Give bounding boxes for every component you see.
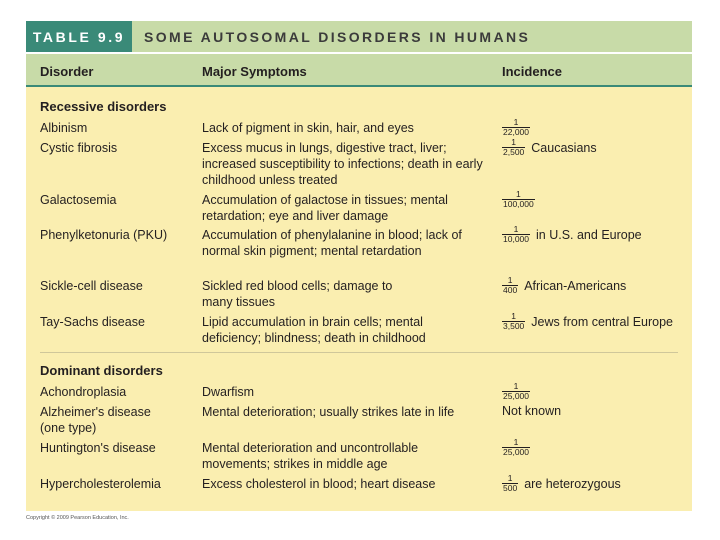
symptoms-text: Lipid accumulation in brain cells; mental deficiency; blindness; death in childhood: [202, 315, 426, 345]
fraction-numerator: 1: [513, 381, 519, 391]
copyright-notice: Copyright © 2009 Pearson Education, Inc.: [26, 515, 129, 521]
section-title-recessive: Recessive disorders: [40, 99, 167, 114]
incidence: [502, 225, 642, 244]
incidence: [502, 190, 541, 209]
incidence: [502, 474, 621, 493]
fraction-numerator: 1: [516, 189, 521, 199]
incidence: [502, 312, 673, 331]
incidence-fraction: [502, 276, 518, 295]
fraction-denominator: 2,500: [503, 147, 525, 157]
incidence-fraction: [502, 474, 518, 493]
incidence: [502, 382, 536, 401]
disorder-name: Achondroplasia: [40, 385, 127, 399]
disorder-name: Albinism: [40, 121, 88, 135]
section-title-dominant: Dominant disorders: [40, 363, 163, 378]
disorder-name: Galactosemia: [40, 193, 117, 207]
disorder-name: Alzheimer's disease (one type): [40, 405, 151, 435]
fraction-numerator: 1: [507, 275, 513, 285]
table-title-bar: [26, 21, 692, 52]
fraction-numerator: 1: [511, 311, 516, 321]
fraction-denominator: 100,000: [503, 199, 534, 209]
incidence-note: Caucasians: [531, 140, 597, 155]
disorder-name: Tay-Sachs disease: [40, 315, 145, 329]
fraction-numerator: 1: [513, 437, 519, 447]
table-panel: [26, 21, 692, 511]
symptoms-text: Accumulation of phenylalanine in blood; lack of normal skin pigment; mental retardation: [202, 228, 462, 258]
symptoms-text: Mental deterioration; usually strikes late in life: [202, 405, 455, 419]
fraction-denominator: 25,000: [503, 447, 529, 457]
incidence-fraction: [502, 190, 535, 209]
fraction-numerator: 1: [513, 224, 519, 234]
fraction-denominator: 3,500: [503, 321, 525, 331]
fraction-numerator: 1: [513, 117, 519, 127]
header-incidence: Incidence: [502, 64, 562, 79]
incidence: [502, 438, 536, 457]
header-symptoms: Major Symptoms: [202, 64, 307, 79]
fraction-denominator: 22,000: [503, 127, 529, 137]
incidence-note: are heterozygous: [524, 476, 621, 491]
fraction-denominator: 25,000: [503, 391, 529, 401]
disorder-name: Phenylketonuria (PKU): [40, 228, 168, 242]
column-headers: [26, 52, 692, 85]
incidence: [502, 276, 626, 295]
symptoms-text: Lack of pigment in skin, hair, and eyes: [202, 121, 414, 135]
disorder-name: Hypercholesterolemia: [40, 477, 161, 491]
symptoms-text: Dwarfism: [202, 385, 255, 399]
symptoms-text: Excess mucus in lungs, digestive tract, liver; increased susceptibility to infections; death in early childhood unless treated: [202, 141, 483, 187]
symptoms-text: Excess cholesterol in blood; heart disease: [202, 477, 436, 491]
incidence-note: Not known: [502, 404, 562, 418]
symptoms-text: Mental deterioration and uncontrollable movements; strikes in middle age: [202, 441, 419, 471]
table-number: TABLE 9.9: [26, 21, 132, 52]
symptoms-text: Accumulation of galactose in tissues; mental retardation; eye and liver damage: [202, 193, 448, 223]
disorder-name: Sickle-cell disease: [40, 279, 143, 293]
incidence-note: in U.S. and Europe: [536, 227, 642, 242]
incidence-fraction: [502, 118, 530, 137]
fraction-denominator: 500: [503, 483, 518, 493]
incidence-fraction: [502, 382, 530, 401]
incidence-fraction: [502, 138, 525, 157]
incidence-note: Jews from central Europe: [531, 314, 674, 329]
table-title: SOME AUTOSOMAL DISORDERS IN HUMANS: [144, 28, 531, 45]
header-disorder: Disorder: [40, 64, 94, 79]
header-rule: [26, 85, 692, 87]
incidence: [502, 404, 561, 418]
disorder-name: Huntington's disease: [40, 441, 156, 455]
incidence-fraction: [502, 438, 530, 457]
incidence-fraction: [502, 312, 525, 331]
section-divider: [40, 352, 678, 353]
incidence: [502, 138, 597, 157]
incidence-note: African-Americans: [524, 278, 627, 293]
fraction-numerator: 1: [511, 137, 516, 147]
fraction-denominator: 400: [503, 285, 518, 295]
symptoms-text: Sickled red blood cells; damage to many tissues: [202, 279, 393, 309]
fraction-numerator: 1: [507, 473, 513, 483]
incidence: [502, 118, 536, 137]
disorder-name: Cystic fibrosis: [40, 141, 118, 155]
incidence-fraction: [502, 225, 530, 244]
fraction-denominator: 10,000: [503, 234, 529, 244]
